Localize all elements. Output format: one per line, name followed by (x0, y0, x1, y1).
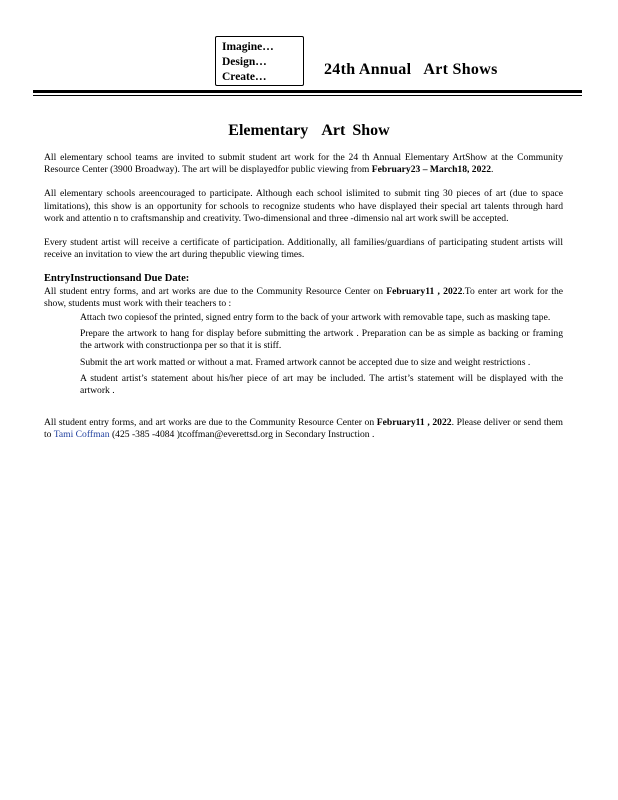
list-item (44, 373, 563, 397)
paragraph-invitation-end: . (491, 164, 494, 176)
closing-text: All student entry forms, and art works are due to the Community Resource Center on (44, 417, 377, 429)
paragraph-closing (44, 417, 563, 441)
closing-after-date: . Please deliver or send them to (44, 417, 564, 441)
header-rule-thick (33, 90, 582, 93)
entry-intro (44, 286, 563, 310)
document-title: Elementary Art Show (228, 122, 390, 139)
list-item-text: A student artist’s statement about his/her piece of art may be included. The artist’s statement will be displayed with the artwork . (80, 372, 563, 397)
paragraph-participation: All elementary schools areencouraged to participate. Although each school islimited to submit ting 30 pieces of art (due to space limitations), this show is an opportunity for schools to recognize students who have displayed their special art talents through hard work and attentio n to craftsmanship and creativity. Two-dimensional and three -dimensio nal art work swill be accepted. (44, 188, 563, 224)
logo-line-create: Create… (222, 71, 267, 83)
entry-due-date: February11 , 2022 (386, 285, 463, 297)
entry-intro-text: All student entry forms, and art works are due to the Community Resource Center on (44, 285, 387, 297)
entry-instructions-heading: EntryInstructionsand Due Date: (44, 273, 190, 285)
list-item (44, 357, 563, 369)
logo-line-imagine: Imagine… (222, 41, 274, 53)
list-item-text: Submit the art work matted or without a mat. Framed artwork cannot be accepted due to size and weight restrictions . (80, 356, 531, 368)
list-item (44, 312, 563, 324)
header-rule-thin (33, 95, 582, 96)
logo-line-design: Design… (222, 56, 267, 68)
list-item-text: Prepare the artwork to hang for display before submitting the artwork . Preparation can be as simple as backing or framing the artwork with constructionpa per so that it is stiff. (80, 328, 563, 352)
contact-details: (425 -385 -4084 )tcoffman@everettsd.org in Secondary Instruction . (109, 429, 375, 441)
entry-intro-end: .To enter art work for the show, students must work with their teachers to : (44, 285, 563, 309)
contact-name-link[interactable]: Tami Coffman (53, 429, 110, 441)
document-body (44, 152, 563, 454)
list-item (44, 328, 563, 352)
list-item-text: Attach two copiesof the printed, signed entry form to the back of your artwork with removable tape, such as masking tape. (80, 312, 551, 324)
paragraph-invitation (44, 152, 563, 176)
spacer (44, 401, 563, 417)
paragraph-certificate: Every student artist will receive a certificate of participation. Additionally, all families/guardians of participating student artists will receive an invitation to view the art during thepublic viewing times. (44, 237, 563, 261)
header-title: 24th Annual Art Shows (324, 61, 498, 78)
paragraph-invitation-text: All elementary school teams are invited to submit student art work for the 24 th Annual Elementary ArtShow at the Community Resource Center (3900 Broadway). The art will be displayedfor public viewing from (44, 152, 563, 176)
closing-due-date: February11 , 2022 (376, 417, 452, 429)
show-dates: February23 – March18, 2022 (371, 164, 491, 176)
entry-instructions-list (44, 312, 563, 397)
logo-box (215, 36, 304, 86)
